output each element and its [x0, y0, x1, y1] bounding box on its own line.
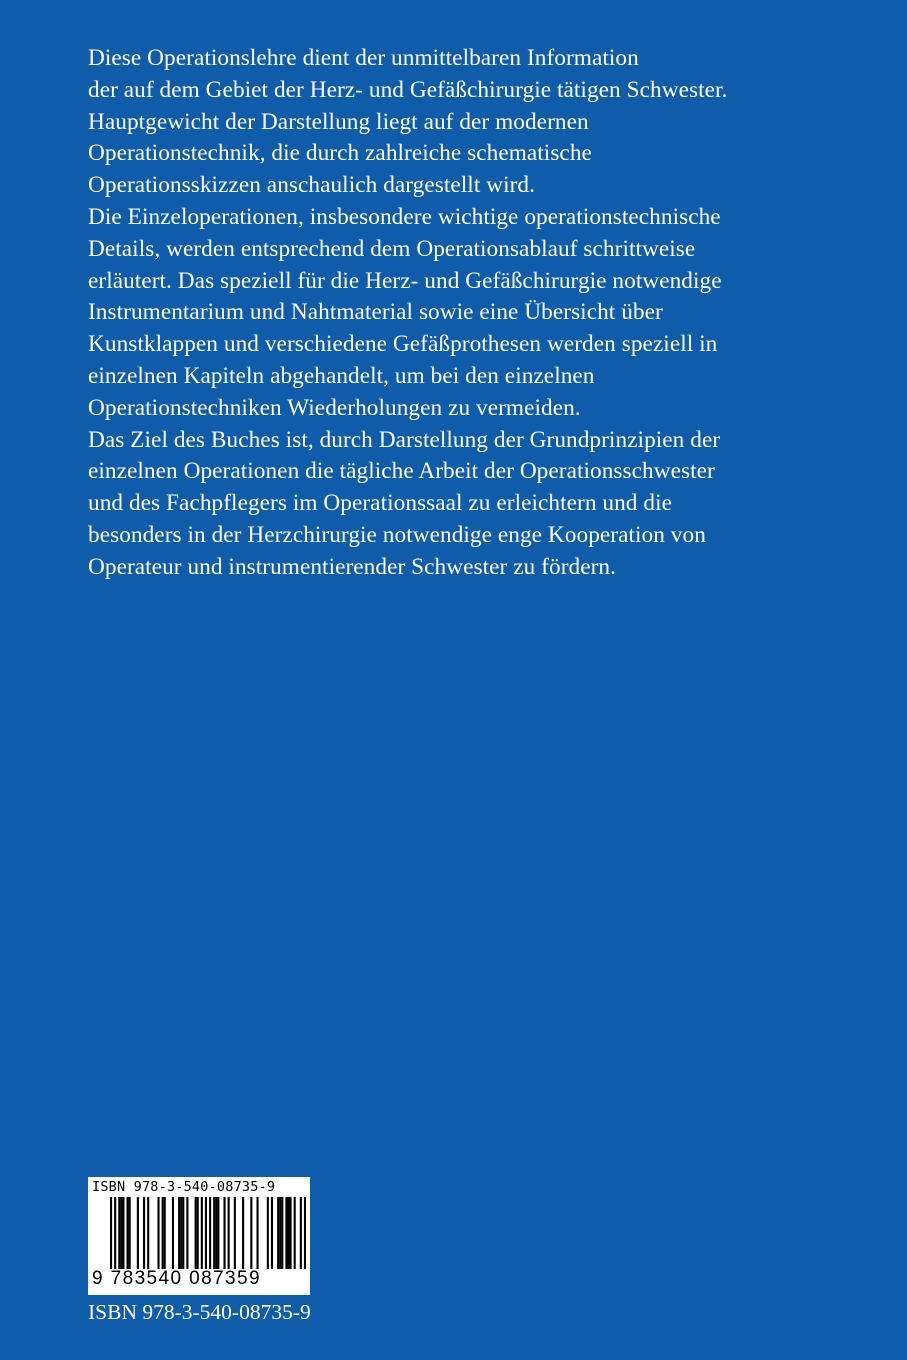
barcode-bar — [118, 1197, 120, 1269]
barcode-bar — [277, 1197, 279, 1269]
barcode-bar — [143, 1197, 145, 1269]
barcode-bar — [213, 1197, 215, 1269]
barcode-bar — [182, 1197, 184, 1269]
description-line: der auf dem Gebiet der Herz- und Gefäßchirurgie tätigen Schwester. — [88, 76, 728, 103]
barcode-isbn-label: ISBN 978-3-540-08735-9 — [92, 1179, 276, 1195]
description-line: Das Ziel des Buches ist, durch Darstellung der Grundprinzipien der — [88, 426, 721, 453]
barcode-bar — [215, 1197, 217, 1269]
description-line: Kunstklappen und verschiedene Gefäßprothesen werden speziell in — [88, 331, 718, 358]
barcode-bar — [271, 1197, 273, 1269]
description-line: Die Einzeloperationen, insbesondere wichtige operationstechnische — [88, 203, 721, 230]
barcode-digits: 9 783540 087359 — [92, 1268, 261, 1289]
isbn-barcode — [88, 1177, 310, 1295]
description-line: Diese Operationslehre dient der unmittelbaren Information — [88, 45, 639, 71]
barcode-bar — [180, 1197, 182, 1269]
description-line: Hauptgewicht der Darstellung liegt auf der modernen — [88, 108, 589, 135]
barcode-bar — [164, 1197, 166, 1269]
barcode-bar — [234, 1197, 236, 1269]
barcode-bar — [285, 1197, 287, 1269]
barcode-bar — [228, 1197, 230, 1269]
description-line: Operationstechniken Wiederholungen zu vermeiden. — [88, 394, 581, 421]
barcode-bar — [162, 1197, 164, 1269]
description-line: besonders in der Herzchirurgie notwendige enge Kooperation von — [88, 521, 706, 548]
description-line: einzelnen Kapiteln abgehandelt, um bei den einzelnen — [88, 362, 595, 389]
barcode-bar — [223, 1197, 225, 1269]
isbn-number: ISBN 978-3-540-08735-9 — [88, 1300, 311, 1324]
barcode-bar — [242, 1197, 244, 1269]
barcode-bar — [294, 1197, 296, 1269]
barcode-bar — [186, 1197, 188, 1269]
barcode-bar — [122, 1197, 124, 1269]
barcode-bar — [127, 1197, 129, 1269]
barcode-bar — [287, 1197, 289, 1269]
description-line: Instrumentarium und Nahtmaterial sowie eine Übersicht über — [88, 299, 663, 326]
barcode-bar — [197, 1197, 199, 1269]
description-line: Operationstechnik, die durch zahlreiche schematische — [88, 140, 592, 167]
barcode-bar — [289, 1197, 291, 1269]
back-cover-description — [88, 43, 878, 584]
barcode-bar — [129, 1197, 131, 1269]
barcode-bar — [120, 1197, 122, 1269]
description-line: und des Fachpflegers im Operationssaal zu erleichtern und die — [88, 490, 672, 517]
description-line: erläutert. Das speziell für die Herz- und Gefäßchirurgie notwendige — [88, 267, 722, 294]
barcode-bar — [279, 1197, 281, 1269]
barcode-bar — [157, 1197, 159, 1269]
description-line: Operationsskizzen anschaulich dargestellt wird. — [88, 172, 536, 199]
barcode-bar — [201, 1197, 203, 1269]
barcode-bar — [172, 1197, 174, 1269]
barcode-bar — [217, 1197, 219, 1269]
barcode-bar — [137, 1197, 139, 1269]
description-line: Details, werden entsprechend dem Operationsablauf schrittweise — [88, 235, 696, 262]
description-line: einzelnen Operationen die tägliche Arbeit der Operationsschwester — [88, 458, 715, 485]
description-line: Operateur und instrumentierender Schwester zu fördern. — [88, 553, 616, 580]
barcode-bar — [195, 1197, 197, 1269]
barcode-bar — [250, 1197, 252, 1269]
barcode-bar — [267, 1197, 269, 1269]
barcode-bar — [256, 1197, 258, 1269]
barcode-bar — [178, 1197, 180, 1269]
barcode-bar — [147, 1197, 149, 1269]
barcode-bar — [281, 1197, 283, 1269]
